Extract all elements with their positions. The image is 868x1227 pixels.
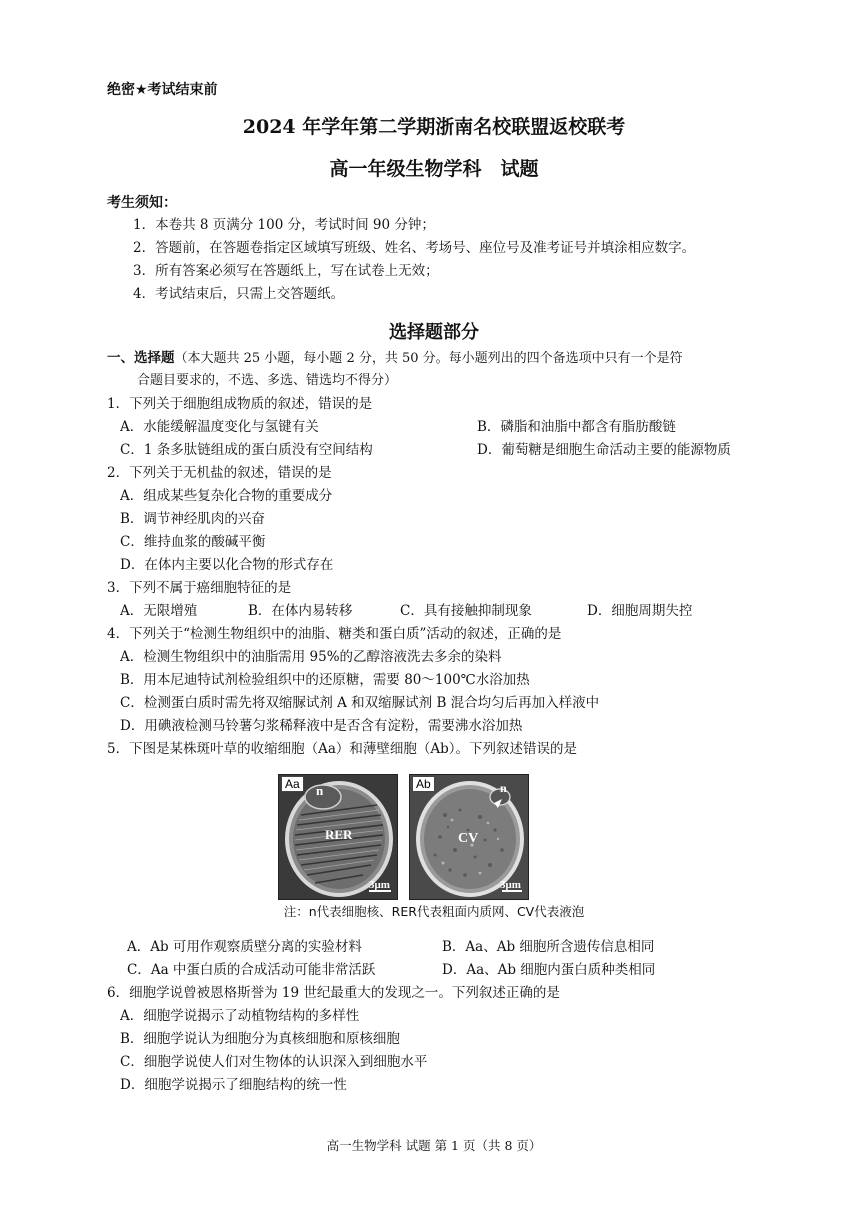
q6-option-a: A．细胞学说揭示了动植物结构的多样性 (120, 1008, 360, 1024)
notice-item: 4．考试结束后，只需上交答题纸。 (133, 286, 345, 302)
section-title: 选择题部分 (389, 322, 479, 343)
q3-option-d: D．细胞周期失控 (587, 603, 693, 619)
q1-option-b: B．磷脂和油脂中都含有脂肪酸链 (477, 419, 676, 435)
question-5-stem: 5．下图是某株斑叶草的收缩细胞（Aa）和薄壁细胞（Ab）。下列叙述错误的是 (107, 741, 578, 757)
q2-option-d: D．在体内主要以化合物的形式存在 (120, 557, 334, 573)
micrograph-ab (409, 774, 529, 900)
q1-option-a: A．水能缓解温度变化与氢键有关 (120, 419, 319, 435)
q3-option-a: A．无限增殖 (120, 603, 198, 619)
q4-option-c: C．检测蛋白质时需先将双缩脲试剂 A 和双缩脲试剂 B 混合均匀后再加入样液中 (120, 695, 600, 711)
nucleus-label-ab: n (500, 781, 507, 795)
q5-option-d: D．Aa、Ab 细胞内蛋白质种类相同 (442, 962, 656, 978)
notice-item: 1．本卷共 8 页满分 100 分，考试时间 90 分钟； (133, 217, 435, 233)
q4-option-a: A．检测生物组织中的油脂需用 95%的乙醇溶液洗去多余的染料 (120, 649, 502, 665)
q4-option-b: B．用本尼迪特试剂检验组织中的还原糖，需要 80～100℃水浴加热 (120, 672, 530, 688)
question-4-stem: 4．下列关于“检测生物组织中的油脂、糖类和蛋白质”活动的叙述，正确的是 (107, 626, 562, 642)
figure-label-ab: Ab (412, 776, 435, 792)
q2-option-a: A．组成某些复杂化合物的重要成分 (120, 488, 333, 504)
micrograph-aa (278, 774, 398, 900)
q5-option-b: B．Aa、Ab 细胞所含遗传信息相同 (442, 939, 655, 955)
section-instructions-line2: 合题目要求的，不选、多选、错选均不得分） (137, 373, 398, 388)
exam-subtitle: 高一年级生物学科 试题 (329, 158, 539, 180)
q1-option-c: C．1 条多肽链组成的蛋白质没有空间结构 (120, 442, 373, 458)
confidential-mark: 绝密★考试结束前 (107, 82, 218, 98)
q4-option-d: D．用碘液检测马铃薯匀浆稀释液中是否含有淀粉，需要沸水浴加热 (120, 718, 523, 734)
q6-option-c: C．细胞学说使人们对生物体的认识深入到细胞水平 (120, 1054, 428, 1070)
section-instructions-text: （本大题共 25 小题，每小题 2 分，共 50 分。每小题列出的四个备选项中只有一个是符 (174, 351, 683, 366)
question-2-stem: 2．下列关于无机盐的叙述，错误的是 (107, 465, 332, 481)
rer-label: RER (325, 827, 353, 842)
exam-title: 2024 年学年第二学期浙南名校联盟返校联考 (242, 116, 626, 138)
figure-note: 注：n代表细胞核、RER代表粗面内质网、CV代表液泡 (283, 904, 585, 919)
question-3-stem: 3．下列不属于癌细胞特征的是 (107, 580, 292, 596)
q1-option-d: D．葡萄糖是细胞生命活动主要的能源物质 (477, 442, 731, 458)
nucleus-label-aa: n (316, 783, 324, 798)
page-footer: 高一生物学科 试题 第 1 页（共 8 页） (326, 1138, 542, 1153)
q6-option-b: B．细胞学说认为细胞分为真核细胞和原核细胞 (120, 1031, 400, 1047)
notice-heading: 考生须知： (107, 195, 177, 211)
q5-option-a: A．Ab 可用作观察质壁分离的实验材料 (127, 939, 362, 955)
notice-item: 3．所有答案必须写在答题纸上，写在试卷上无效； (133, 263, 439, 279)
scale-bar-ab: 3μm (500, 879, 521, 891)
q3-option-b: B．在体内易转移 (248, 603, 353, 619)
figure-label-aa: Aa (281, 776, 304, 792)
section-instructions (107, 348, 683, 369)
q2-option-b: B．调节神经肌肉的兴奋 (120, 511, 265, 527)
scale-bar-aa: 3μm (369, 879, 390, 891)
notice-item: 2．答题前，在答题卷指定区域填写班级、姓名、考场号、座位号及准考证号并填涂相应数字。 (133, 240, 696, 256)
q6-option-d: D．细胞学说揭示了细胞结构的统一性 (120, 1077, 347, 1093)
q5-option-c: C．Aa 中蛋白质的合成活动可能非常活跃 (127, 962, 376, 978)
question-6-stem: 6．细胞学说曾被恩格斯誉为 19 世纪最重大的发现之一。下列叙述正确的是 (107, 985, 560, 1001)
question-1-stem: 1．下列关于细胞组成物质的叙述，错误的是 (107, 396, 373, 412)
q2-option-c: C．维持血浆的酸碱平衡 (120, 534, 266, 550)
section-label: 一、选择题 (107, 350, 175, 366)
cv-label: CV (458, 831, 479, 846)
q3-option-c: C．具有接触抑制现象 (400, 603, 532, 619)
